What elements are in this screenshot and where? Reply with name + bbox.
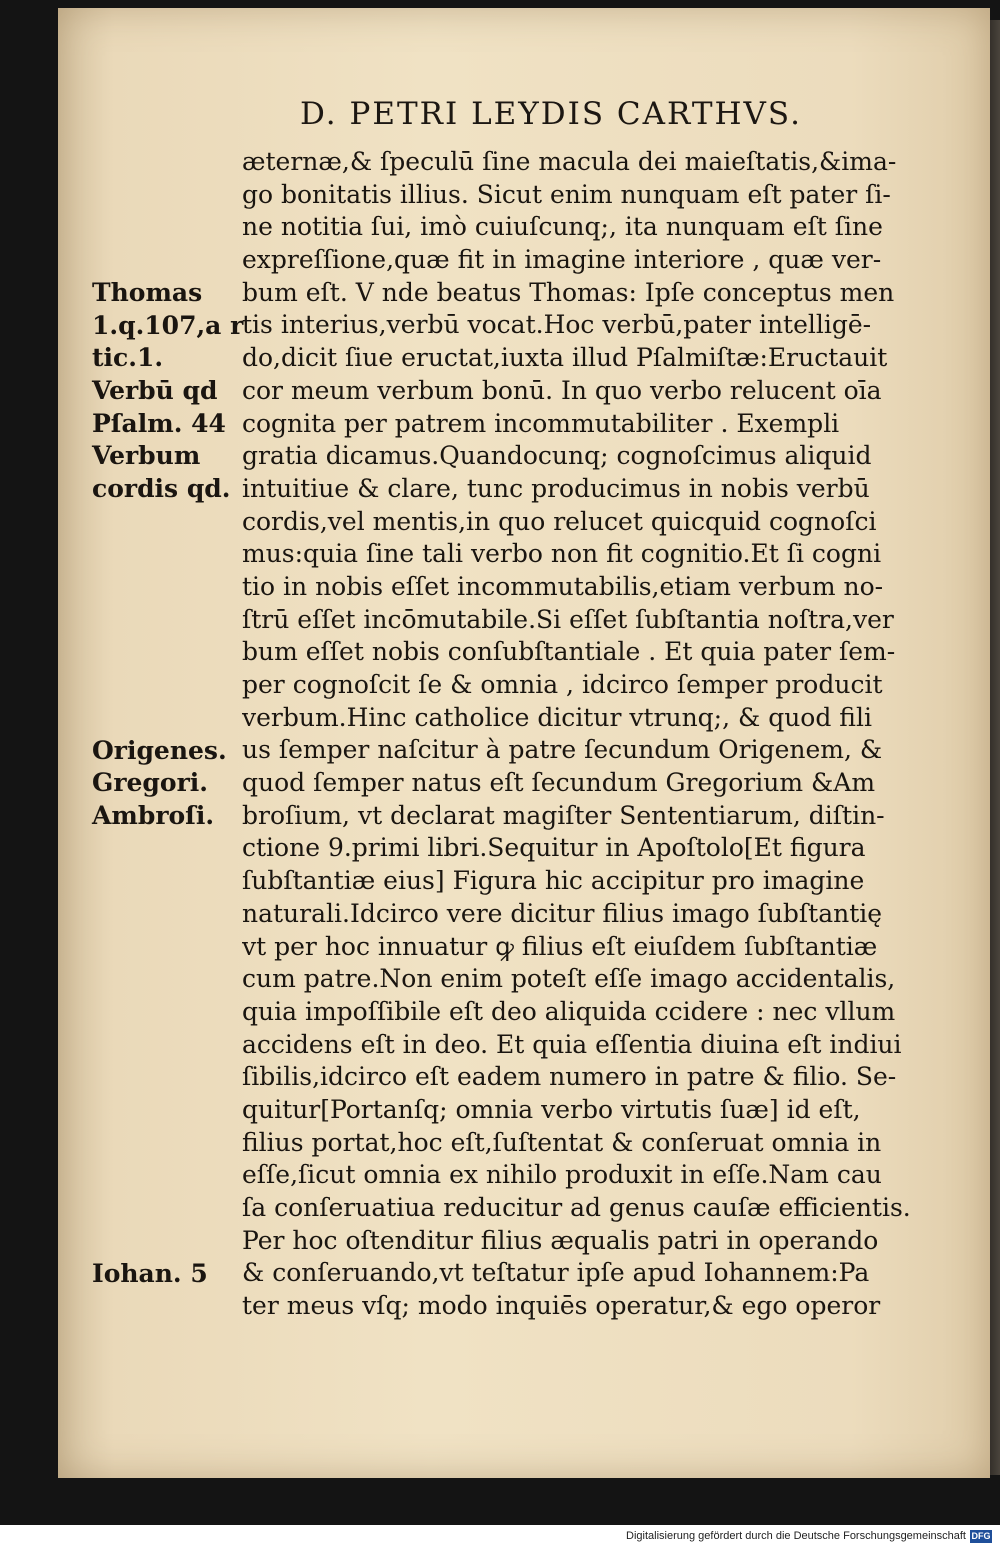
running-title: D. PETRI LEYDIS CARTHVS. [300,96,802,132]
text-line: naturali.Idcirco vere dicitur filius imago ſubſtantię [242,898,883,928]
margin-note: Iohan. 5 [92,1258,208,1288]
margin-note: Verbū qd [92,375,218,405]
text-line: mus:quia ſine tali verbo non fit cognitio.Et ſi cogni [242,539,882,569]
text-line: cum patre.Non enim poteſt eſſe imago accidentalis, [242,964,896,994]
text-line: & conſeruando,vt teſtatur ipſe apud Iohannem:Pa [242,1258,870,1288]
margin-note: 1.q.107,a r [92,310,244,340]
main-text-block [242,146,932,1323]
text-line: tio in nobis eſſet incommutabilis,etiam verbum no- [242,571,884,601]
text-line: æternæ,& ſpeculū ſine macula dei maieſtatis,&ima- [242,147,897,176]
text-line: cognita per patrem incommutabiliter . Exempli [242,408,840,438]
text-line: eſſe,ſicut omnia ex nihilo produxit in eſſe.Nam cau [242,1160,882,1190]
text-line: ſibilis,idcirco eſt eadem numero in patre & filio. Se- [242,1062,897,1092]
text-line: quitur[Portanſq; omnia verbo virtutis ſuæ] id eſt, [242,1094,861,1124]
text-line: us ſemper naſcitur à patre ſecundum Origenem, & [242,735,883,765]
text-line: ſa conſeruatiua reducitur ad genus cauſæ efficientis. [242,1193,911,1222]
text-line: ctione 9.primi libri.Sequitur in Apoſtolo[Et figura [242,833,866,863]
text-line: gratia dicamus.Quandocunq; cognoſcimus aliquid [242,441,872,471]
text-line: do,dicit ſiue eructat,iuxta illud Pſalmiſtæ:Eructauit [242,343,888,373]
text-line: tis interius,verbū vocat.Hoc verbū,pater intelligē- [242,310,872,340]
text-line: expreſſione,quæ fit in imagine interiore , quæ ver- [242,245,882,275]
margin-note: Verbum [92,441,201,471]
text-line: vt per hoc innuatur ꝙ filius eſt eiuſdem ſubſtantiæ [242,931,878,961]
dfg-logo: DFG [971,1531,991,1541]
text-line: ſubſtantiæ eius] Figura hic accipitur pro imagine [242,866,865,896]
text-line: cordis,vel mentis,in quo relucet quicquid cognoſci [242,506,877,536]
text-line: Per hoc oſtenditur filius æqualis patri in operando [242,1225,879,1255]
text-line: accidens eſt in deo. Et quia eſſentia diuina eſt indiui [242,1029,902,1059]
text-line: ne notitia ſui, imò cuiuſcunq;, ita nunquam eſt ſine [242,212,883,242]
margin-note: Ambroſi. [92,801,215,830]
margin-note: Thomas [92,277,203,307]
text-line: intuitiue & clare, tunc producimus in nobis verbū [242,473,870,503]
text-line: broſium, vt declarat magiſter Sententiarum, diſtin- [242,800,885,830]
margin-note: tic.1. [92,343,164,373]
margin-note: Origenes. [92,735,227,765]
margin-note: Pſalm. 44 [92,408,226,438]
text-line: bum eſſet nobis conſubſtantiale . Et quia pater ſem- [242,637,896,667]
text-line: bum eſt. V nde beatus Thomas: Ipſe conceptus men [242,277,895,307]
text-line: quia impoſſibile eſt deo aliquida ccidere : nec vllum [242,996,896,1026]
text-line: per cognoſcit ſe & omnia , idcirco ſemper producit [242,670,883,699]
text-line: verbum.Hinc catholice dicitur vtrunq;, & quod fili [242,702,872,732]
margin-note: Gregori. [92,768,208,798]
funding-credit: Digitalisierung gefördert durch die Deutsche Forschungsgemeinschaft [626,1530,966,1542]
text-line: go bonitatis illius. Sicut enim nunquam eſt pater ſi- [242,179,891,209]
text-line: ſtrū eſſet incōmutabile.Si eſſet ſubſtantia noſtra,ver [242,604,894,634]
margin-note: cordis qd. [92,474,231,503]
text-line: cor meum verbum bonū. In quo verbo relucent oīa [242,375,882,405]
text-line: filius portat,hoc eſt,ſuſtentat & conſeruat omnia in [242,1127,882,1157]
text-line: quod ſemper natus eſt ſecundum Gregorium &Am [242,768,876,798]
text-line: ter meus vſq; modo inquiēs operatur,& ego operor [242,1291,881,1321]
